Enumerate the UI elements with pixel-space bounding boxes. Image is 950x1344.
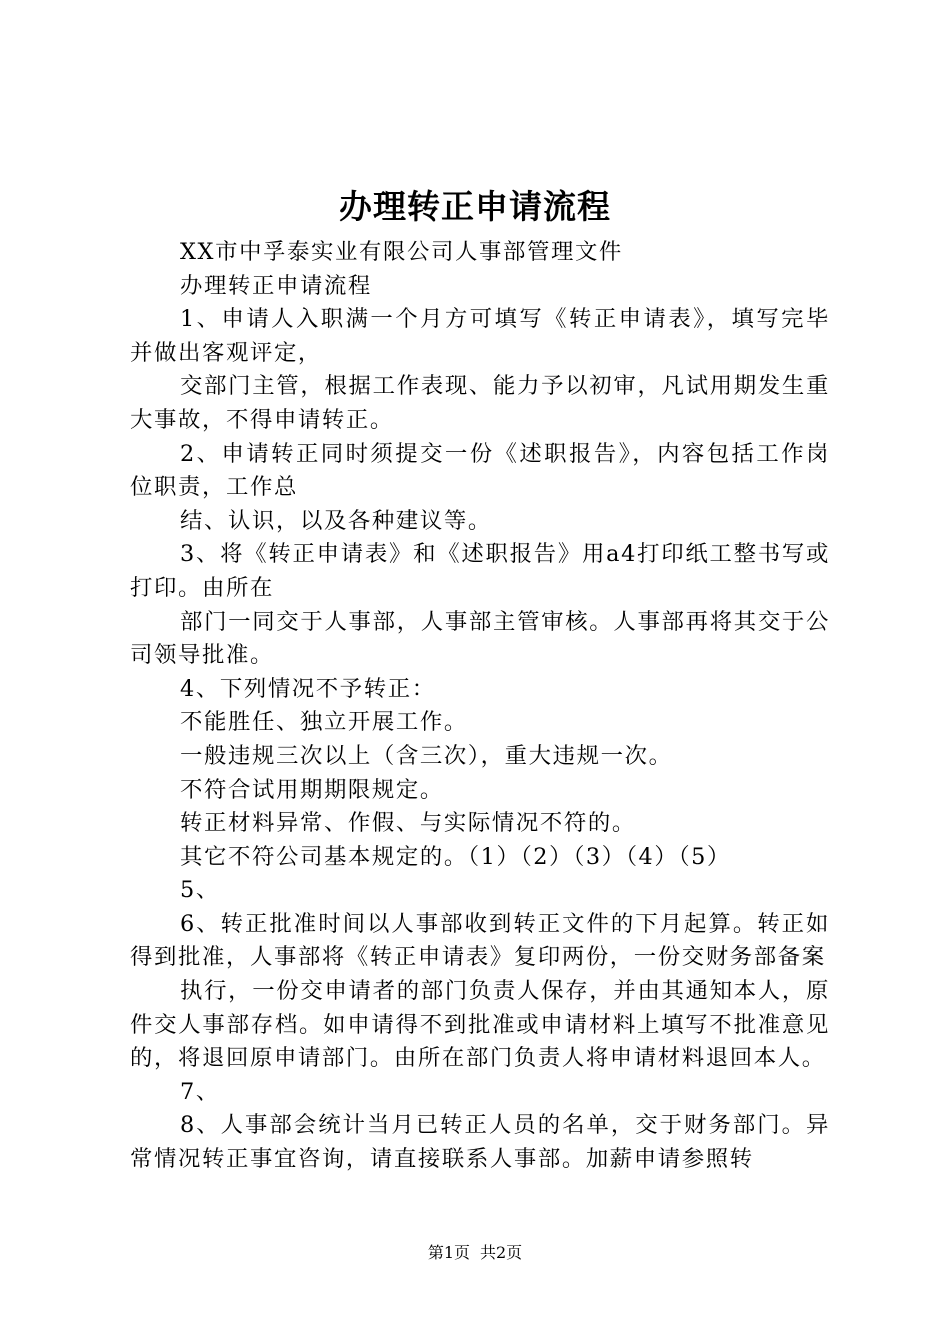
paragraph-item-2: 2、申请转正同时须提交一份《述职报告》，内容包括工作岗位职责，工作总 xyxy=(130,440,830,501)
paragraph-item-5: 5、 xyxy=(180,877,220,904)
paragraph-item-4-b: 一般违规三次以上（含三次），重大违规一次。 xyxy=(180,742,673,769)
page-number: 第1页 xyxy=(427,1243,470,1262)
paragraph-header: XX市中孚泰实业有限公司人事部管理文件 xyxy=(180,239,623,265)
paragraph-item-3-cont: 部门一同交于人事部，人事部主管审核。人事部再将其交于公司领导批准。 xyxy=(130,608,830,669)
paragraph-item-6-cont: 执行，一份交申请者的部门负责人保存，并由其通知本人，原件交人事部存档。如申请得不到批准或申请材料上填写不批准意见的，将退回原申请部门。由所在部门负责人将申请材料退回本人。 xyxy=(130,978,830,1072)
paragraph-item-4-e: 其它不符公司基本规定的。（1）（2）（3）（4）（5） xyxy=(180,843,732,870)
paragraph-item-6: 6、转正批准时间以人事部收到转正文件的下月起算。转正如得到批准，人事部将《转正申请表》复印两份，一份交财务部备案 xyxy=(130,910,830,971)
paragraph-item-3: 3、将《转正申请表》和《述职报告》用a4打印纸工整书写或打印。由所在 xyxy=(130,541,830,601)
paragraph-item-8: 8、人事部会统计当月已转正人员的名单，交于财务部门。异常情况转正事宜咨询，请直接联系人事部。加薪申请参照转 xyxy=(130,1112,830,1173)
paragraph-item-2-cont: 结、认识，以及各种建议等。 xyxy=(180,507,492,534)
paragraph-item-1-cont: 交部门主管，根据工作表现、能力予以初审，凡试用期发生重大事故，不得申请转正。 xyxy=(130,373,830,433)
paragraph-item-4-a: 不能胜任、独立开展工作。 xyxy=(180,709,468,736)
paragraph-subtitle: 办理转正申请流程 xyxy=(180,272,372,299)
document-title: 办理转正申请流程 xyxy=(339,187,611,226)
page-total: 共2页 xyxy=(480,1243,523,1262)
paragraph-item-4-c: 不符合试用期期限规定。 xyxy=(180,776,444,803)
paragraph-item-7: 7、 xyxy=(180,1078,220,1105)
paragraph-item-4-d: 转正材料异常、作假、与实际情况不符的。 xyxy=(180,810,636,837)
paragraph-item-4: 4、下列情况不予转正： xyxy=(180,675,436,702)
paragraph-item-1: 1、申请人入职满一个月方可填写《转正申请表》，填写完毕并做出客观评定， xyxy=(130,306,830,366)
page-footer xyxy=(0,1242,950,1264)
document-body xyxy=(130,236,830,1177)
